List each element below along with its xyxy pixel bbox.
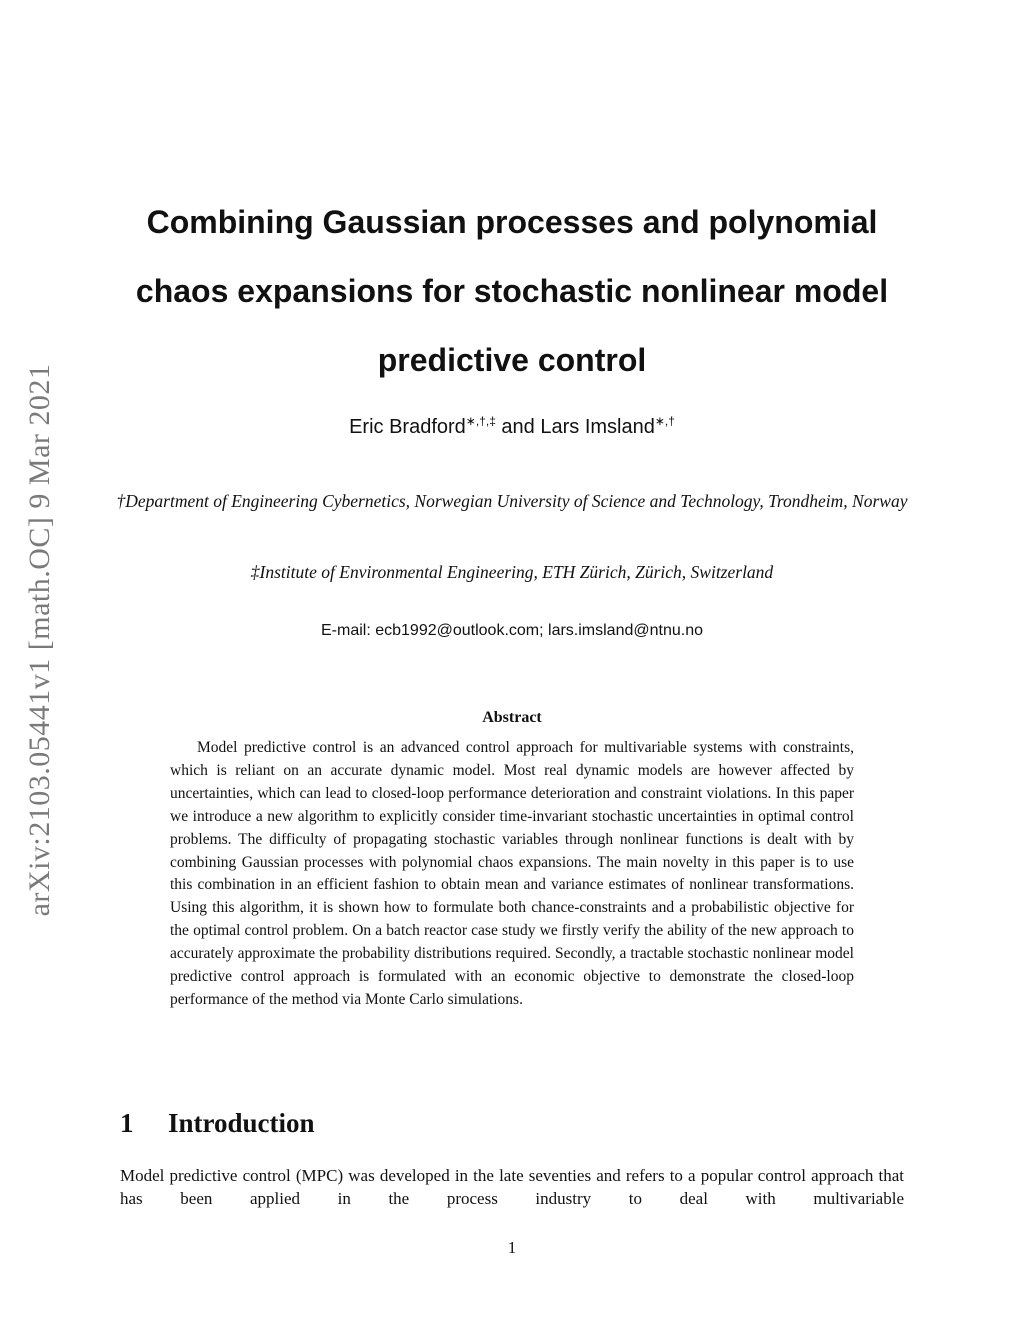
arxiv-identifier-stamp: arXiv:2103.05441v1 [math.OC] 9 Mar 2021 xyxy=(23,363,56,917)
author-conjunction: and xyxy=(495,416,541,438)
author-name: Lars Imsland xyxy=(540,416,655,438)
introduction-text: Model predictive control (MPC) was developed in the late seventies and refers to a popular control approach that has been applied in the process industry to deal with multivariable xyxy=(120,1166,904,1208)
paper-title: Combining Gaussian processes and polynomial chaos expansions for stochastic nonlinear model predictive control xyxy=(135,204,889,378)
contact-email: E-mail: ecb1992@outlook.com; lars.imsland@ntnu.no xyxy=(321,622,703,639)
abstract-heading: Abstract xyxy=(482,709,542,726)
section-title: Introduction xyxy=(168,1108,315,1138)
abstract-text: Model predictive control is an advanced control approach for multivariable systems with constraints, which is reliant on an accurate dynamic model. Most real dynamic models are however affected by uncertainties, which can lead to closed-loop performance deterioration and constraint violations. In this paper we introduce a new algorithm to explicitly consider time-invariant stochastic uncertainties in optimal control problems. The difficulty of propagating stochastic variables through nonlinear functions is dealt with by combining Gaussian processes with polynomial chaos expansions. The main novelty in this paper is to use this combination in an efficient fashion to obtain mean and variance estimates of nonlinear transformations. Using this algorithm, it is shown how to formulate both chance-constraints and a probabilistic objective for the optimal control problem. On a batch reactor case study we firstly verify the ability of the new approach to accurately approximate the probability distributions required. Secondly, a tractable stochastic nonlinear model predictive control approach is formulated with an economic objective to demonstrate the closed-loop performance of the method via Monte Carlo simulations. xyxy=(170,739,854,1008)
page-number: 1 xyxy=(507,1238,517,1257)
author-list xyxy=(110,416,914,439)
author-affiliation-marks: ∗,†,‡ xyxy=(465,414,496,428)
affiliation-eth: ‡Institute of Environmental Engineering, ETH Zürich, Zürich, Switzerland xyxy=(250,562,774,582)
author-name: Eric Bradford xyxy=(349,416,466,438)
author-affiliation-marks: ∗,† xyxy=(654,414,675,428)
section-number: 1 xyxy=(120,1108,134,1138)
section-heading xyxy=(120,1108,315,1139)
affiliation-ntnu: †Department of Engineering Cybernetics, Norwegian University of Science and Technology, Trondheim, Norway xyxy=(116,491,908,511)
